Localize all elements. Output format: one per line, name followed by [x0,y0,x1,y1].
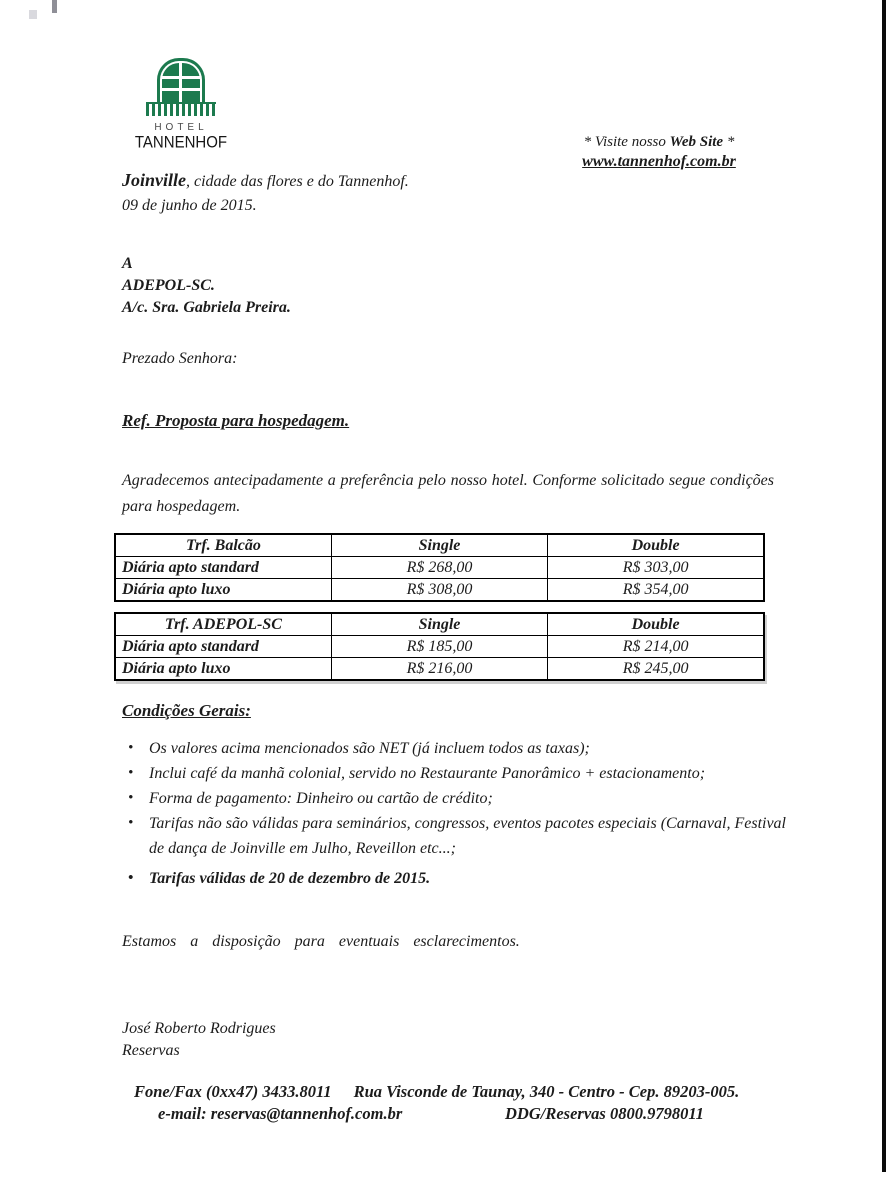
condition-item-validity: • Tarifas válidas de 20 de dezembro de 2015. [122,866,792,891]
rate-single: R$ 268,00 [331,557,547,579]
footer-phone: Fone/Fax (0xx47) 3433.8011 [134,1082,332,1101]
conditions-title: Condições Gerais: [122,701,251,720]
rate-single: R$ 216,00 [331,658,547,681]
fence-stripes-icon [146,102,216,116]
row-label: Diária apto luxo [115,658,331,681]
footer-address: Rua Visconde de Taunay, 340 - Centro - Cep. 89203-005. [353,1082,740,1101]
website-url-link[interactable]: www.tannenhof.com.br [582,153,736,170]
rate-double: R$ 303,00 [548,557,764,579]
recipient-line-1: A [122,255,133,272]
row-label: Diária apto standard [115,636,331,658]
table-row [115,579,764,602]
condition-item: • Os valores acima mencionados são NET (já incluem todos as taxas); [122,736,792,761]
logo-hotel-label: HOTEL [154,122,208,133]
footer-line-1 [134,1081,739,1102]
signature-name: José Roberto Rodrigues [122,1020,276,1037]
table-header-row [115,613,764,636]
hotel-tannenhof-logo [125,58,237,151]
rate-single: R$ 308,00 [331,579,547,602]
reference-line: Ref. Proposta para hospedagem. [122,411,350,430]
salutation: Prezado Senhora: [122,350,238,367]
logo-brand-label: TANNENHOF [134,132,228,153]
closing-line: Estamos a disposição para eventuais esclarecimentos. [122,933,520,950]
rate-double: R$ 354,00 [548,579,764,602]
col-header: Single [331,613,547,636]
col-header: Double [548,613,764,636]
website-note: * Visite nosso Web Site * [583,134,735,150]
col-header: Single [331,534,547,557]
table-row [115,658,764,681]
footer-ddg: DDG/Reservas 0800.9798011 [505,1104,704,1123]
footer-email: e-mail: reservas@tannenhof.com.br [158,1104,403,1123]
rates-table-balcao [114,533,765,602]
recipient-line-2: ADEPOL-SC. [122,277,215,294]
rate-double: R$ 245,00 [548,658,764,681]
website-block [566,134,752,171]
col-header: Trf. Balcão [115,534,331,557]
col-header: Trf. ADEPOL-SC [115,613,331,636]
city-line: Joinville, cidade das flores e do Tannenhof. [122,170,409,190]
scan-speck [52,0,57,13]
scan-edge-artifact [882,0,886,1172]
col-header: Double [548,534,764,557]
rates-table-adepol [114,612,765,681]
conditions-list [122,736,792,891]
rate-double: R$ 214,00 [548,636,764,658]
table-row [115,636,764,658]
signature-role: Reservas [122,1042,180,1059]
window-arch-icon [157,58,205,102]
rate-single: R$ 185,00 [331,636,547,658]
table-header-row [115,534,764,557]
condition-item: • Inclui café da manhã colonial, servido no Restaurante Panorâmico + estacionamento; [122,761,792,786]
condition-item: • Forma de pagamento: Dinheiro ou cartão de crédito; [122,786,792,811]
condition-item: • Tarifas não são válidas para seminários, congressos, eventos pacotes especiais (Carnaval, Festival de dança de Joinville em Julho, Reveillon etc...; [122,811,792,861]
row-label: Diária apto standard [115,557,331,579]
recipient-line-3: A/c. Sra. Gabriela Preira. [122,299,291,316]
date-line: 09 de junho de 2015. [122,197,257,214]
table-row [115,557,764,579]
row-label: Diária apto luxo [115,579,331,602]
scan-speck [29,10,37,19]
intro-paragraph: Agradecemos antecipadamente a preferência pelo nosso hotel. Conforme solicitado segue condições para hospedagem. [122,472,774,515]
